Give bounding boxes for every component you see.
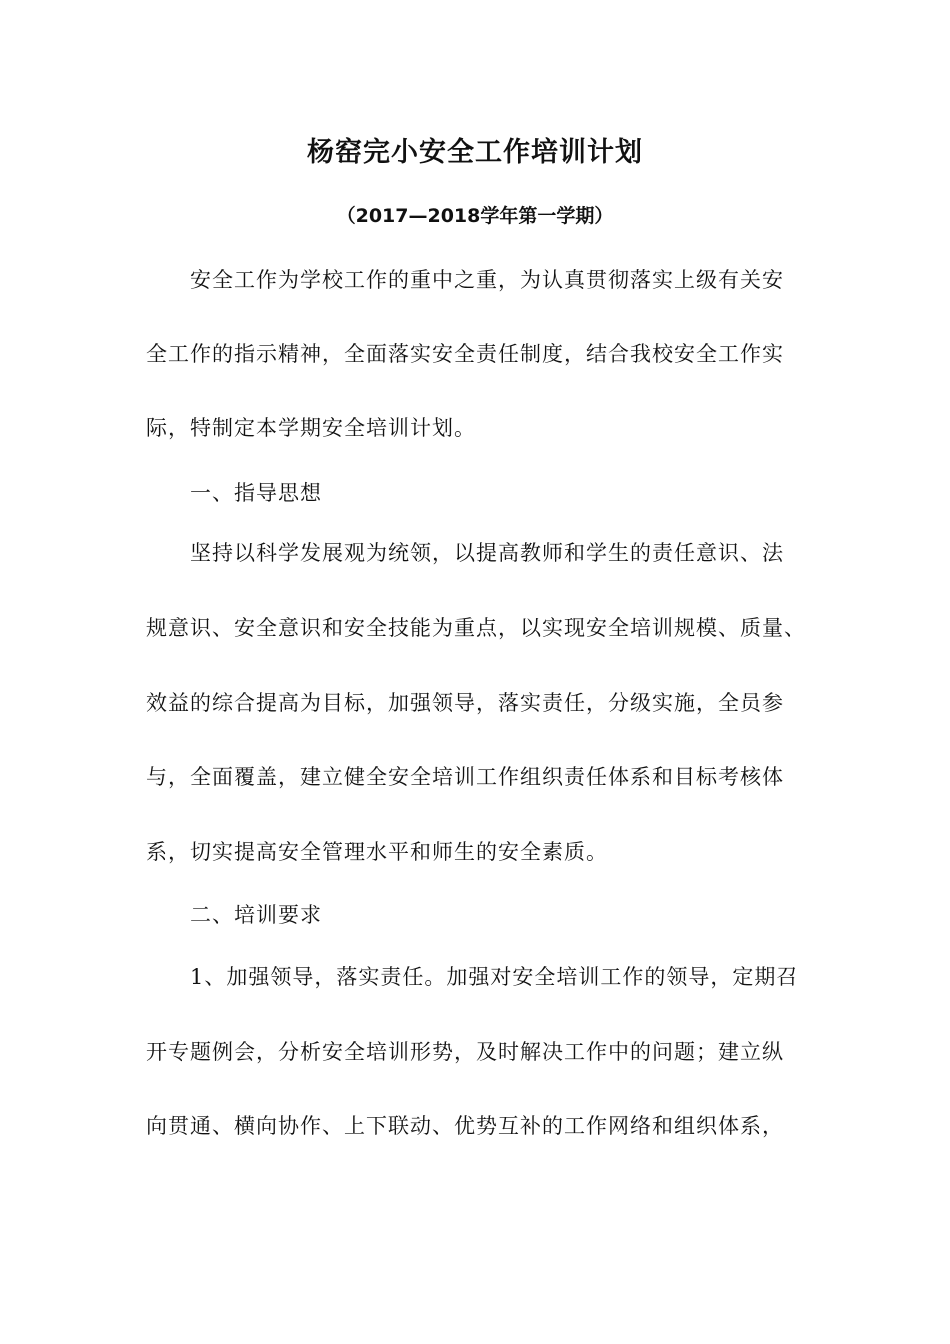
paragraph-line: 向贯通、横向协作、上下联动、优势互补的工作网络和组织体系，	[146, 1114, 784, 1138]
paragraph-line: 效益的综合提高为目标，加强领导，落实责任，分级实施，全员参	[146, 691, 784, 715]
section-heading: 一、指导思想	[190, 481, 322, 505]
paragraph-line: 全工作的指示精神，全面落实安全责任制度，结合我校安全工作实	[146, 342, 784, 366]
paragraph-line: 际，特制定本学期安全培训计划。	[146, 416, 476, 440]
paragraph-line: 安全工作为学校工作的重中之重，为认真贯彻落实上级有关安	[190, 268, 784, 292]
document-subtitle: （2017—2018学年第一学期）	[336, 205, 614, 227]
paragraph-line: 系，切实提高安全管理水平和师生的安全素质。	[146, 840, 608, 864]
paragraph-line: 1、加强领导，落实责任。加强对安全培训工作的领导，定期召	[190, 965, 799, 989]
paragraph-line: 规意识、安全意识和安全技能为重点，以实现安全培训规模、质量、	[146, 616, 806, 640]
paragraph-line: 开专题例会，分析安全培训形势，及时解决工作中的问题；建立纵	[146, 1040, 784, 1064]
paragraph-line: 坚持以科学发展观为统领，以提高教师和学生的责任意识、法	[190, 541, 784, 565]
document-title: 杨窑完小安全工作培训计划	[307, 137, 643, 168]
paragraph-line: 与，全面覆盖，建立健全安全培训工作组织责任体系和目标考核体	[146, 765, 784, 789]
section-heading: 二、培训要求	[190, 903, 322, 927]
